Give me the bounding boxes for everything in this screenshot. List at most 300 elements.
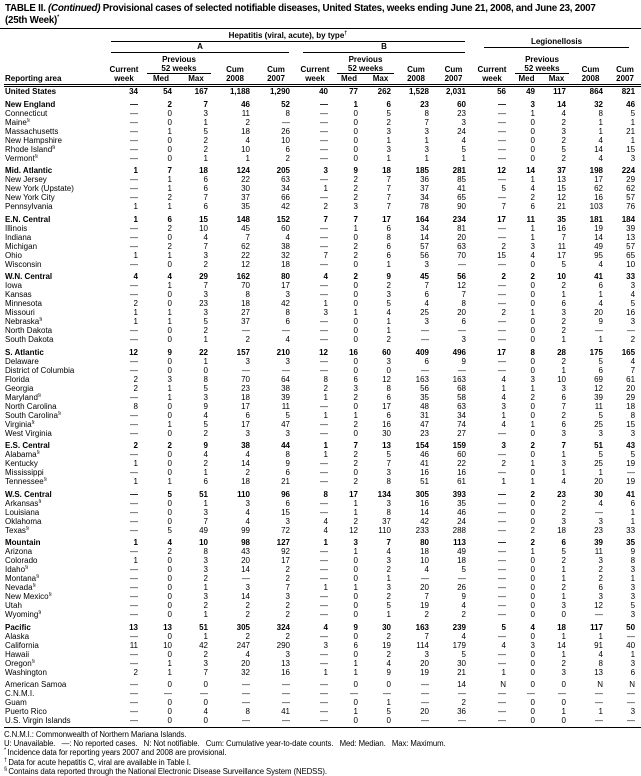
value-cell: — xyxy=(595,689,603,698)
value-cell: — xyxy=(498,232,506,242)
table-row xyxy=(4,508,641,517)
value-cell: 16 xyxy=(594,193,603,202)
value-cell: — xyxy=(320,707,328,716)
weeks52-label-l: 52 weeks xyxy=(515,64,569,74)
value-cell: 3 xyxy=(386,126,391,136)
value-cell: 5 xyxy=(203,383,208,393)
table-row xyxy=(4,659,641,668)
value-cell: — xyxy=(320,365,328,375)
value-cell: 2 xyxy=(167,193,172,202)
value-cell: — xyxy=(498,450,506,459)
reporting-area-cell: E.S. Central xyxy=(5,441,50,450)
year2007-label-b: 2007 xyxy=(435,74,472,86)
table-row xyxy=(4,299,641,308)
spacer-cell xyxy=(296,53,334,64)
table-row xyxy=(4,526,641,535)
value-cell: 57 xyxy=(626,241,636,251)
value-cell: 0 xyxy=(203,698,208,707)
table-row xyxy=(4,118,641,127)
value-cell: 1 xyxy=(386,698,391,707)
value-cell: 0 xyxy=(541,716,572,728)
value-cell: 1 xyxy=(203,583,208,592)
value-cell: 1 xyxy=(386,259,391,269)
footnote-marker: § xyxy=(37,392,41,398)
hepatitis-group-label: Hepatitis (viral, acute), by type xyxy=(228,31,345,40)
value-cell: — xyxy=(320,547,328,556)
value-cell: 7 xyxy=(203,516,208,526)
value-cell: 0 xyxy=(353,356,358,366)
value-cell: — xyxy=(498,574,506,583)
value-cell: 496 xyxy=(452,347,466,357)
reporting-area-cell: Kentucky xyxy=(5,459,38,468)
value-cell: 1 xyxy=(461,153,466,163)
value-cell: 98 xyxy=(241,538,250,547)
value-cell: 24 xyxy=(457,126,466,136)
value-cell: 44 xyxy=(281,441,290,450)
value-cell: 0 xyxy=(167,498,172,508)
value-cell: 18 xyxy=(420,547,429,556)
value-cell: 2 xyxy=(353,450,358,459)
value-cell: 17 xyxy=(349,489,358,499)
value-cell: 30 xyxy=(382,428,391,438)
value-cell: 4 xyxy=(598,299,603,308)
value-cell: 65 xyxy=(626,250,636,260)
reporting-area-cell: Maryland§ xyxy=(5,392,41,402)
reporting-area-cell: American Samoa xyxy=(5,680,67,689)
value-cell: 12 xyxy=(497,166,506,175)
value-cell: 3 xyxy=(386,290,391,299)
value-cell: 8 xyxy=(461,299,466,308)
value-cell: 5 xyxy=(386,601,391,610)
value-cell: 0 xyxy=(530,667,535,677)
max-label-a: Max xyxy=(178,74,214,86)
value-cell: — xyxy=(320,223,328,233)
value-cell: 10 xyxy=(557,374,566,384)
value-cell: 2 xyxy=(530,272,535,281)
value-cell: — xyxy=(498,468,506,477)
value-cell: 6 xyxy=(285,498,290,508)
value-cell: 0 xyxy=(530,117,535,127)
value-cell: 65 xyxy=(457,193,466,202)
value-cell: 9 xyxy=(353,166,358,175)
value-cell: 6 xyxy=(386,410,391,420)
value-cell: 5 xyxy=(561,259,566,269)
value-cell: 17 xyxy=(281,281,290,290)
value-cell: 1 xyxy=(501,383,506,393)
value-cell: 34 xyxy=(420,193,429,202)
value-cell: 239 xyxy=(452,622,466,632)
value-cell: 5 xyxy=(501,184,506,193)
footnote-marker: § xyxy=(38,498,42,504)
value-cell: 0 xyxy=(167,365,172,375)
table-title-block xyxy=(0,3,641,29)
value-cell: 3 xyxy=(323,640,328,650)
value-cell: — xyxy=(498,565,506,574)
value-cell: 3 xyxy=(386,144,391,154)
value-cell: — xyxy=(421,698,429,707)
value-cell: 2 xyxy=(561,281,566,290)
value-cell: 2 xyxy=(133,374,138,384)
value-cell: 124 xyxy=(236,166,250,175)
value-cell: 0 xyxy=(530,698,535,707)
value-cell: 0 xyxy=(167,401,172,411)
value-cell: 18 xyxy=(281,259,290,269)
table-row xyxy=(4,402,641,411)
value-cell: 3 xyxy=(561,126,566,136)
value-cell: 10 xyxy=(241,144,250,154)
week-label-b: week xyxy=(296,74,334,86)
value-cell: 5 xyxy=(285,410,290,420)
value-cell: 62 xyxy=(241,241,250,251)
value-cell: 11 xyxy=(526,214,535,224)
value-cell: — xyxy=(130,326,138,335)
value-cell: — xyxy=(130,592,138,601)
value-cell: 0 xyxy=(203,365,208,375)
value-cell: 0 xyxy=(530,144,535,154)
reporting-area-cell: Connecticut xyxy=(5,108,48,118)
value-cell: 2 xyxy=(561,498,566,508)
value-cell: 1 xyxy=(167,658,172,668)
value-cell: 0 xyxy=(167,631,172,641)
value-cell: 43 xyxy=(626,441,636,450)
value-cell: 42 xyxy=(420,516,429,526)
value-cell: — xyxy=(498,489,506,499)
value-cell: 6 xyxy=(530,202,535,211)
value-cell: 2 xyxy=(245,335,250,344)
table-row xyxy=(4,411,641,420)
value-cell: 262 xyxy=(377,87,391,96)
value-cell: 0 xyxy=(530,259,535,269)
value-cell: 2 xyxy=(461,610,466,619)
value-cell: 9 xyxy=(285,459,290,468)
value-cell: — xyxy=(130,689,138,698)
value-cell: 0 xyxy=(530,135,535,145)
value-cell: 3 xyxy=(245,356,250,366)
value-cell: 2 xyxy=(203,259,208,269)
value-cell: — xyxy=(130,583,138,592)
value-cell: 6 xyxy=(353,374,358,384)
value-cell: 4 xyxy=(530,184,535,193)
value-cell: 22 xyxy=(199,347,208,357)
table-row xyxy=(4,707,641,716)
value-cell: 1 xyxy=(203,468,208,477)
footnote: C.N.M.I.: Commonwealth of Northern Mariana Islands. xyxy=(4,730,187,739)
reporting-area-cell: S. Atlantic xyxy=(5,347,44,357)
reporting-area-cell: New York City xyxy=(5,193,55,202)
value-cell: — xyxy=(130,193,138,202)
value-cell: 1 xyxy=(353,507,358,517)
table-row xyxy=(4,242,641,251)
table-body xyxy=(4,86,641,728)
value-cell: 1 xyxy=(598,126,603,136)
value-cell: 4 xyxy=(461,135,466,145)
year2007-label-a: 2007 xyxy=(256,74,296,86)
value-cell: 6 xyxy=(386,250,391,260)
value-cell: 1 xyxy=(353,410,358,420)
value-cell: 19 xyxy=(626,459,636,468)
value-cell: 2 xyxy=(530,392,535,402)
value-cell: 1 xyxy=(386,326,391,335)
value-cell: 113 xyxy=(453,538,466,547)
footnote-marker: § xyxy=(31,658,35,664)
value-cell: 0 xyxy=(364,716,397,728)
value-cell: — xyxy=(320,574,328,583)
value-cell: — xyxy=(320,126,328,136)
value-cell: 3 xyxy=(285,592,290,601)
value-cell: — xyxy=(320,135,328,145)
value-cell: 163 xyxy=(452,374,466,384)
value-cell: 2 xyxy=(561,410,566,420)
value-cell: 3 xyxy=(530,241,535,251)
footnote: § Contains data reported through the National Electronic Disease Surveillance System (NEDSS). xyxy=(4,766,327,776)
value-cell: 0 xyxy=(167,468,172,477)
footnote-marker: § xyxy=(32,583,36,589)
region-row xyxy=(4,96,641,109)
value-cell: 0 xyxy=(353,649,358,659)
value-cell: 0 xyxy=(561,698,566,707)
value-cell: 13 xyxy=(129,622,138,632)
value-cell: 10 xyxy=(281,135,290,145)
value-cell: 1 xyxy=(323,441,328,450)
value-cell: 181 xyxy=(589,214,603,224)
value-cell: — xyxy=(130,144,138,154)
value-cell: 0 xyxy=(530,610,535,619)
value-cell: 7 xyxy=(353,214,358,224)
value-cell: 0 xyxy=(167,326,172,335)
value-cell: 2 xyxy=(245,117,250,127)
value-cell: 10 xyxy=(626,259,636,269)
value-cell: 409 xyxy=(415,347,429,357)
value-cell: 2 xyxy=(424,610,429,619)
footnote-marker: § xyxy=(38,610,42,616)
value-cell: 0 xyxy=(353,428,358,438)
value-cell: — xyxy=(130,335,138,344)
value-cell: 0 xyxy=(530,507,535,517)
value-cell: — xyxy=(320,401,328,411)
footnote-marker: § xyxy=(39,317,43,323)
value-cell: 7 xyxy=(323,214,328,224)
value-cell: 103 xyxy=(589,202,603,211)
value-cell: 3 xyxy=(424,649,429,659)
value-cell: 1 xyxy=(386,317,391,326)
value-cell: 1 xyxy=(167,175,172,184)
value-cell: 8 xyxy=(285,108,290,118)
value-cell: — xyxy=(130,365,138,375)
value-cell: 7 xyxy=(386,175,391,184)
value-cell: 4 xyxy=(386,658,391,668)
value-cell: 0 xyxy=(353,335,358,344)
value-cell: — xyxy=(498,631,506,641)
value-cell: 1 xyxy=(598,631,603,641)
reporting-area-cell: Mid. Atlantic xyxy=(5,166,53,175)
spacer-cell xyxy=(104,53,144,64)
value-cell: 7 xyxy=(424,631,429,641)
value-cell: — xyxy=(130,184,138,193)
value-cell: 2 xyxy=(561,135,566,145)
reporting-area-cell: Maine§ xyxy=(5,117,30,127)
value-cell: 46 xyxy=(626,99,636,109)
value-cell: 3 xyxy=(245,498,250,508)
value-cell: 48 xyxy=(420,401,429,411)
value-cell: 2 xyxy=(167,99,172,109)
value-cell: 0 xyxy=(530,356,535,366)
value-cell: 8 xyxy=(386,383,391,393)
value-cell: 1 xyxy=(203,117,208,127)
value-cell: 1,528 xyxy=(408,87,429,96)
value-cell: 12 xyxy=(129,347,138,357)
reporting-area-cell: Delaware xyxy=(5,356,39,366)
table-row xyxy=(4,175,641,184)
cum-label-a-2008: Cum xyxy=(226,65,244,74)
value-cell: 39 xyxy=(626,223,636,233)
reporting-area-cell: Hawaii xyxy=(5,649,30,659)
year2008-label-a: 2008 xyxy=(214,74,256,86)
value-cell: 1 xyxy=(353,667,358,677)
value-cell: 18 xyxy=(457,556,466,565)
value-cell: 8 xyxy=(323,374,328,384)
value-cell: — xyxy=(320,232,328,242)
value-cell: 6 xyxy=(203,202,208,211)
value-cell: 1 xyxy=(501,410,506,420)
reporting-area-cell: Idaho§ xyxy=(5,565,29,574)
value-cell: 17 xyxy=(497,214,506,224)
value-cell: 2 xyxy=(561,326,566,335)
value-cell: — xyxy=(320,335,328,344)
value-cell: 205 xyxy=(276,166,290,175)
value-cell: 1 xyxy=(353,498,358,508)
spacer-cell xyxy=(435,53,472,64)
value-cell: 23 xyxy=(557,489,566,499)
value-cell: 2 xyxy=(133,299,138,308)
value-cell: 1 xyxy=(323,538,328,547)
reporting-area-cell: Colorado xyxy=(5,556,38,565)
value-cell: 2 xyxy=(203,574,208,583)
value-cell: — xyxy=(320,117,328,127)
value-cell: 4 xyxy=(501,392,506,402)
reporting-area-cell: Nebraska§ xyxy=(5,317,43,326)
value-cell: 17 xyxy=(241,401,250,411)
value-cell: 5 xyxy=(203,419,208,429)
table-row xyxy=(4,193,641,202)
value-cell: 56 xyxy=(497,87,506,96)
value-cell: 281 xyxy=(452,166,466,175)
value-cell: 6 xyxy=(285,144,290,154)
value-cell: 9 xyxy=(203,401,208,411)
value-cell: 14 xyxy=(594,144,603,154)
value-cell: 10 xyxy=(420,556,429,565)
value-cell: 6 xyxy=(598,583,603,592)
value-cell: 92 xyxy=(281,547,290,556)
value-cell: 3 xyxy=(424,317,429,326)
value-cell: 0 xyxy=(353,556,358,565)
value-cell: 3 xyxy=(386,356,391,366)
reporting-area-header xyxy=(4,31,104,86)
value-cell: 20 xyxy=(241,658,250,668)
value-cell: 60 xyxy=(457,99,466,109)
value-cell: 134 xyxy=(377,489,391,499)
value-cell: 26 xyxy=(281,126,290,136)
value-cell: 1 xyxy=(530,175,535,184)
value-cell: 6 xyxy=(561,538,566,547)
value-cell: 1 xyxy=(133,538,138,547)
reporting-area-cell: Florida xyxy=(5,374,30,384)
value-cell: 2 xyxy=(353,459,358,468)
reporting-area-cell: New England xyxy=(5,99,56,109)
table-title-line2 xyxy=(5,15,637,27)
value-cell: 81 xyxy=(457,223,466,233)
table-row xyxy=(4,145,641,154)
value-cell: 1 xyxy=(353,308,358,317)
value-cell: 1 xyxy=(323,583,328,592)
value-cell: 2 xyxy=(323,202,328,211)
value-cell: — xyxy=(130,99,138,109)
value-cell: 46 xyxy=(457,507,466,517)
value-cell: 22 xyxy=(241,250,250,260)
table-row xyxy=(4,689,641,698)
spacer-cell xyxy=(472,53,512,64)
value-cell: 3 xyxy=(353,538,358,547)
hepatitis-a-header xyxy=(104,42,296,53)
value-cell: 0 xyxy=(353,698,358,707)
value-cell: 0 xyxy=(530,574,535,583)
value-cell: 1 xyxy=(530,419,535,429)
value-cell: 47 xyxy=(281,419,290,429)
value-cell: 5 xyxy=(203,317,208,326)
value-cell: 7 xyxy=(386,193,391,202)
reporting-area-cell: Massachusetts xyxy=(5,126,59,136)
reporting-area-cell: Rhode Island§ xyxy=(5,144,56,154)
table-row xyxy=(4,650,641,659)
value-cell: 162 xyxy=(236,272,250,281)
table-row xyxy=(4,420,641,429)
value-cell: 14 xyxy=(241,565,250,574)
reporting-area-cell: Indiana xyxy=(5,232,32,242)
value-cell: — xyxy=(498,117,506,127)
value-cell: 4 xyxy=(630,290,636,299)
value-cell: 1 xyxy=(424,135,429,145)
table-row xyxy=(4,281,641,290)
value-cell: 0 xyxy=(530,680,535,689)
value-cell: — xyxy=(320,241,328,251)
value-cell: 324 xyxy=(276,622,290,632)
value-cell: 1 xyxy=(530,383,535,393)
value-cell: 393 xyxy=(452,489,466,499)
reporting-area-cell: U.S. Virgin Islands xyxy=(4,716,104,728)
value-cell: — xyxy=(595,326,603,335)
region-row xyxy=(4,269,641,282)
value-cell: 6 xyxy=(167,214,172,224)
value-cell: 18 xyxy=(199,166,208,175)
value-cell: 62 xyxy=(594,184,603,193)
value-cell: 3 xyxy=(630,592,636,601)
value-cell: 77 xyxy=(349,87,358,96)
value-cell: 24 xyxy=(457,516,466,526)
value-cell: 167 xyxy=(194,87,208,96)
reporting-area-cell: Alabama§ xyxy=(5,450,40,459)
value-cell: 20 xyxy=(457,308,466,317)
value-cell: 32 xyxy=(241,667,250,677)
value-cell: 1 xyxy=(167,392,172,402)
reporting-area-cell: Pacific xyxy=(5,622,31,632)
value-cell: — xyxy=(498,153,506,163)
value-cell: 175 xyxy=(589,347,603,357)
value-cell: 6 xyxy=(561,299,566,308)
value-cell: 3 xyxy=(203,507,208,517)
region-row xyxy=(4,86,641,97)
reporting-area-cell: C.N.M.I. xyxy=(5,689,35,698)
value-cell: 3 xyxy=(461,117,466,127)
value-cell: 1 xyxy=(323,299,328,308)
